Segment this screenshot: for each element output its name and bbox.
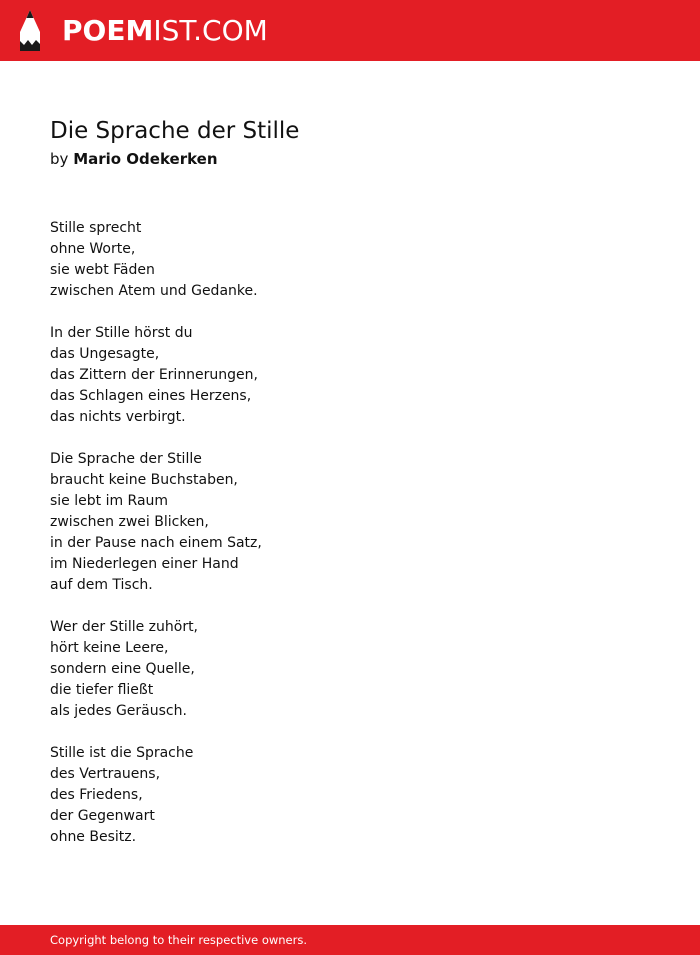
poem-line: sondern eine Quelle, (50, 661, 195, 677)
poem-line: in der Pause nach einem Satz, (50, 535, 262, 551)
poem-line: Die Sprache der Stille (50, 451, 202, 467)
poem-line: sie webt Fäden (50, 262, 155, 278)
logo-light-text: IST.COM (153, 14, 268, 47)
poem-stanza (50, 218, 650, 302)
poem-stanza (50, 323, 650, 428)
poem-line: des Vertrauens, (50, 766, 161, 782)
copyright-notice: Copyright belong to their respective owners. (50, 933, 308, 947)
poem-line: im Niederlegen einer Hand (50, 556, 239, 572)
poem-line: Stille ist die Sprache (50, 745, 194, 761)
poem-line: hört keine Leere, (50, 640, 169, 656)
poem-line: zwischen zwei Blicken, (50, 514, 209, 530)
poem-author: Mario Odekerken (73, 150, 218, 168)
poem-stanza (50, 449, 650, 596)
poem-stanza (50, 617, 650, 722)
poem-line: ohne Worte, (50, 241, 136, 257)
site-header (0, 0, 700, 61)
poem-line: zwischen Atem und Gedanke. (50, 283, 258, 299)
poem-line: In der Stille hörst du (50, 325, 193, 341)
poem-byline (50, 150, 218, 169)
poem-line: die tiefer fließt (50, 682, 154, 698)
poem-line: ohne Besitz. (50, 829, 137, 845)
poem-line: das Zittern der Erinnerungen, (50, 367, 258, 383)
poem-title: Die Sprache der Stille (50, 118, 300, 144)
poem-line: sie lebt im Raum (50, 493, 169, 509)
poem-line: das nichts verbirgt. (50, 409, 186, 425)
site-logo[interactable] (62, 14, 268, 47)
by-label: by (50, 150, 69, 168)
poem-line: das Ungesagte, (50, 346, 160, 362)
poem-stanza (50, 743, 650, 848)
logo-bold-text: POEM (62, 14, 154, 47)
site-footer (0, 925, 700, 955)
poem-line: Stille sprecht (50, 220, 142, 236)
poem-body (50, 218, 650, 869)
poem-line: Wer der Stille zuhört, (50, 619, 199, 635)
poem-line: als jedes Geräusch. (50, 703, 187, 719)
poem-line: auf dem Tisch. (50, 577, 153, 593)
poem-line: des Friedens, (50, 787, 143, 803)
poem-line: der Gegenwart (50, 808, 155, 824)
pencil-icon[interactable] (18, 10, 42, 51)
poem-line: das Schlagen eines Herzens, (50, 388, 252, 404)
poem-line: braucht keine Buchstaben, (50, 472, 238, 488)
